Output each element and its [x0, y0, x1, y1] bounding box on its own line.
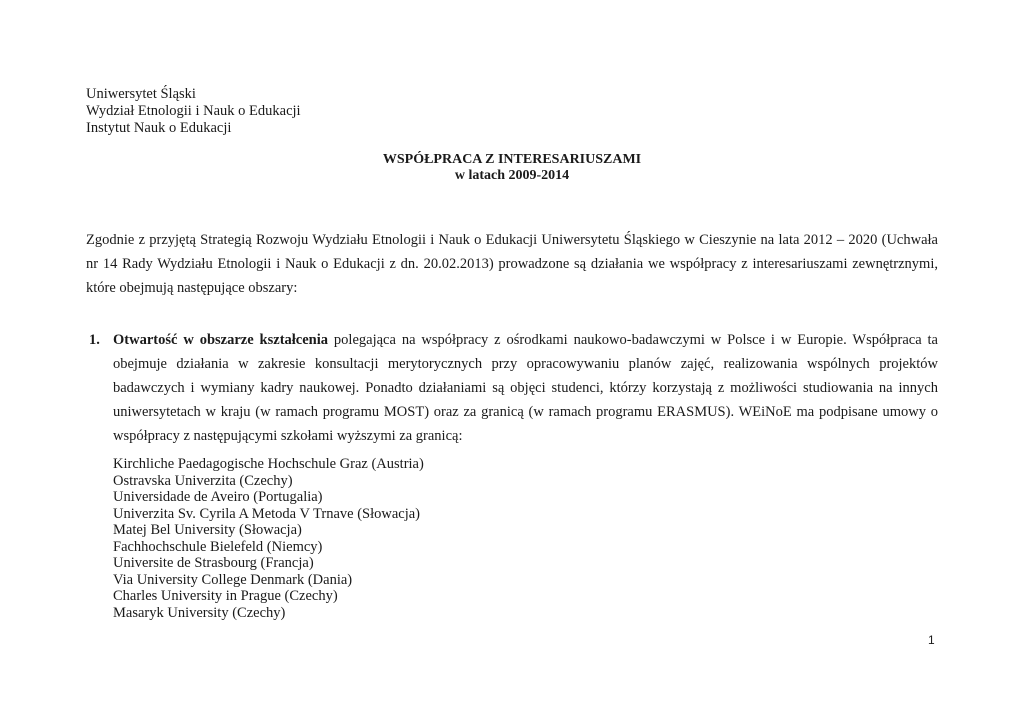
intro-paragraph: [86, 228, 938, 300]
university-name: Uniwersytet Śląski: [86, 86, 196, 102]
title-main: WSPÓŁPRACA Z INTERESARIUSZAMI: [382, 152, 642, 167]
section-number: 1.: [89, 332, 100, 348]
section-line: badawczych i wymiany kadry naukowej. Ponadto działaniami są objęci studenci, którzy korzystają z możliwości studiowania na innych: [113, 380, 938, 396]
section-line: uniwersytetach w kraju (w ramach programu MOST) oraz za granicą (w ramach programu ERASMUS). WEiNoE ma podpisane umowy o: [113, 404, 938, 420]
list-item: Matej Bel University (Słowacja): [113, 522, 302, 538]
list-item: Masaryk University (Czechy): [113, 604, 286, 621]
intro-line: które obejmują następujące obszary:: [86, 280, 298, 296]
page-number: 1: [928, 633, 935, 647]
intro-line: Zgodnie z przyjętą Strategią Rozwoju Wydziału Etnologii i Nauk o Edukacji Uniwersytetu Śląskiego w Cieszynie na lata 2012 – 2020 (Uchwała: [86, 232, 938, 248]
list-item: Universidade de Aveiro (Portugalia): [113, 489, 323, 505]
section-line-text: polegająca na współpracy z ośrodkami naukowo-badawczymi w Polsce i w Europie. Współpraca ta: [328, 332, 938, 348]
section-heading: Otwartość w obszarze kształcenia: [113, 332, 329, 348]
list-item: Kirchliche Paedagogische Hochschule Graz (Austria): [113, 456, 424, 472]
section-1-paragraph: [113, 328, 938, 448]
section-line: współpracy z następującymi szkołami wyższymi za granicą:: [113, 428, 463, 444]
section-line: [113, 328, 938, 352]
title-sub: w latach 2009-2014: [454, 168, 570, 183]
intro-line: nr 14 Rady Wydziału Etnologii i Nauk o Edukacji z dn. 20.02.2013) prowadzone są działania we współpracy z interesariuszami zewnętrznymi,: [86, 256, 938, 272]
faculty-name: Wydział Etnologii i Nauk o Edukacji: [86, 103, 301, 119]
partner-schools-list: [113, 456, 424, 621]
list-item: Ostravska Univerzita (Czechy): [113, 472, 293, 489]
section-line: obejmuje działania w zakresie konsultacji merytorycznych przy opracowywaniu planów zajęć, realizowania wspólnych projektów: [113, 356, 938, 372]
list-item: Universite de Strasbourg (Francja): [113, 555, 314, 571]
institute-name: Instytut Nauk o Edukacji: [86, 120, 232, 136]
document-header: [86, 86, 301, 137]
list-item: Univerzita Sv. Cyrila A Metoda V Trnave (Słowacja): [113, 505, 421, 522]
list-item: Charles University in Prague (Czechy): [113, 588, 338, 604]
list-item: Fachhochschule Bielefeld (Niemcy): [113, 538, 323, 555]
list-item: Via University College Denmark (Dania): [113, 571, 353, 588]
document-title: [0, 152, 1024, 184]
